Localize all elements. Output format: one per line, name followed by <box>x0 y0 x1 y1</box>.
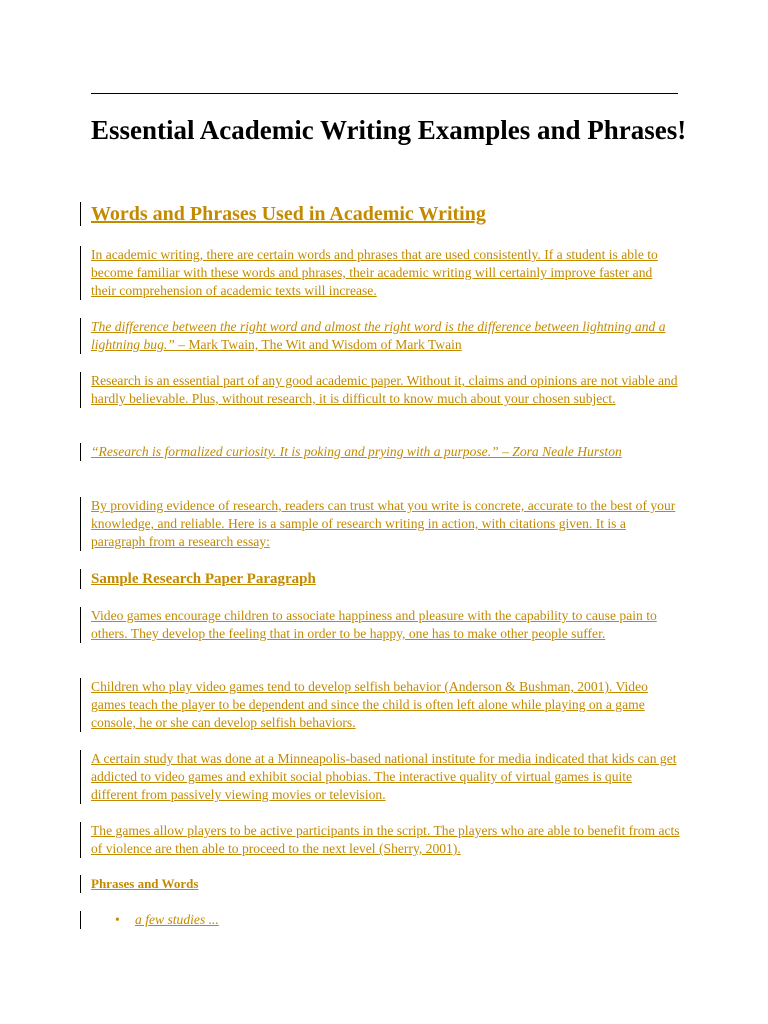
section-heading[interactable]: Words and Phrases Used in Academic Writing <box>91 203 486 225</box>
intro-paragraph[interactable]: In academic writing, there are certain words and phrases that are used consistently. If a student is able to become familiar with these words and phrases, their academic writing will certainly improve faster and their comprehension of academic texts will increase. <box>91 247 658 298</box>
sample-p2-block <box>80 678 680 732</box>
sample-paragraph-2[interactable]: Children who play video games tend to develop selfish behavior (Anderson & Bushman, 2001). Video games teach the player to be dependent and since the child is often left alone while playing on a game console, he or she can develop selfish behaviors. <box>91 679 648 730</box>
phrases-list <box>91 911 680 929</box>
section-heading-block <box>80 202 680 226</box>
list-item[interactable] <box>91 911 680 929</box>
sample-p1-block <box>80 607 680 643</box>
phrase-text: a few studies ... <box>135 912 219 927</box>
phrases-heading-block <box>80 875 680 893</box>
evidence-paragraph[interactable]: By providing evidence of research, readers can trust what you write is concrete, accurate to the best of your knowledge, and reliable. Here is a sample of research writing in action, with citations given. It is a paragraph from a research essay: <box>91 498 676 549</box>
twain-quote-block <box>80 318 680 354</box>
hurston-quote[interactable]: “Research is formalized curiosity. It is poking and prying with a purpose.” – Zora Neale Hurston <box>91 444 622 459</box>
sample-paragraph-3[interactable]: A certain study that was done at a Minneapolis-based national institute for media indicated that kids can get addicted to video games and exhibit social phobias. The interactive quality of virtual games is quite different from passively viewing movies or television. <box>91 751 677 802</box>
hurston-quote-block <box>80 443 680 461</box>
bullet-icon: • <box>115 912 120 927</box>
sample-p3-block <box>80 750 680 804</box>
page-title: Essential Academic Writing Examples and Phrases! <box>91 115 687 145</box>
research-paragraph[interactable]: Research is an essential part of any good academic paper. Without it, claims and opinions are not viable and hardly believable. Plus, without research, it is difficult to know much about your chosen subject. <box>91 373 678 406</box>
evidence-paragraph-block <box>80 497 680 551</box>
sample-p4-block <box>80 822 680 858</box>
phrases-heading[interactable]: Phrases and Words <box>91 876 199 891</box>
twain-quote-text: The difference between the right word and almost the right word is the difference between lightning and a lightning bug.” <box>91 319 666 352</box>
sample-paragraph-4[interactable]: The games allow players to be active participants in the script. The players who are able to benefit from acts of violence are then able to proceed to the next level (Sherry, 2001). <box>91 823 680 856</box>
phrases-list-block <box>80 911 680 929</box>
top-rule <box>91 93 678 94</box>
twain-quote[interactable] <box>91 318 680 354</box>
sample-heading-block <box>80 569 680 589</box>
research-paragraph-block <box>80 372 680 408</box>
twain-quote-source: – Mark Twain, The Wit and Wisdom of Mark Twain <box>174 337 462 352</box>
sample-heading[interactable]: Sample Research Paper Paragraph <box>91 571 316 587</box>
intro-paragraph-block <box>80 246 680 300</box>
sample-paragraph-1[interactable]: Video games encourage children to associate happiness and pleasure with the capability to cause pain to others. They develop the feeling that in order to be happy, one has to make other people suffer. <box>91 608 657 641</box>
